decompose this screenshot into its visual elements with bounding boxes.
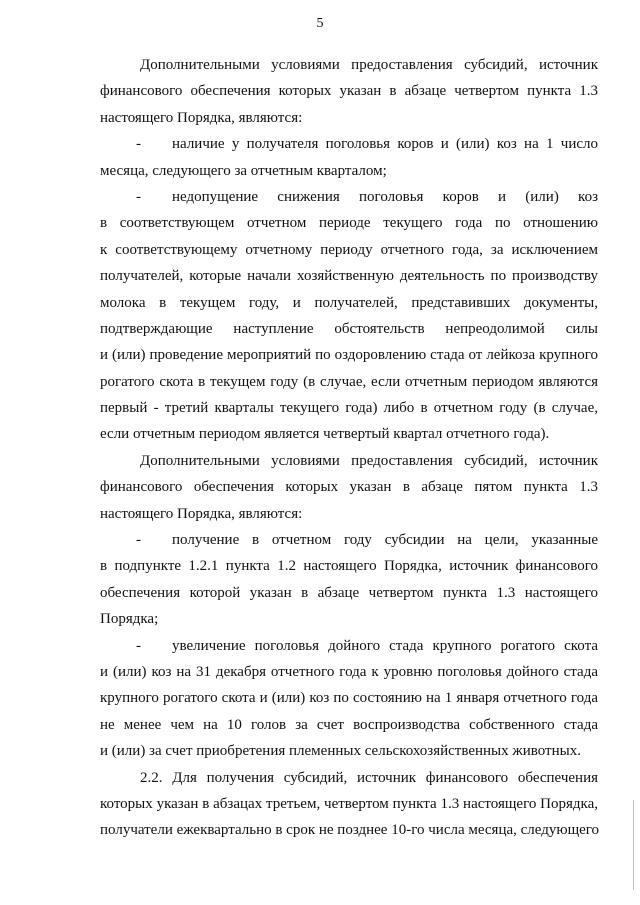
text-line: получение в отчетном году субсидии на цели, указанные [172,532,598,549]
text-line: финансового обеспечения которых указан в абзаце четвертом пункта 1.3 [100,83,598,100]
text-line: Дополнительными условиями предоставления субсидий, источник [140,57,598,73]
text-line: получатели ежеквартально в срок не позднее 10-го числа месяца, следующего [100,822,600,839]
text-line: крупного рогатого скота и (или) коз по состоянию на 1 января отчетного года [100,690,598,707]
list-dash: - [136,637,141,654]
text-line: месяца, следующего за отчетным кварталом; [100,162,387,179]
scan-edge-mark [633,800,634,890]
text-line: подтверждающие наступление обстоятельств непреодолимой силы [100,320,598,337]
text-line-row [100,633,598,659]
text-line: и (или) за счет приобретения племенных сельскохозяйственных животных. [100,743,581,760]
document-body [100,52,598,844]
text-line: которых указан в абзацах третьем, четвертом пункта 1.3 настоящего Порядка, [100,795,598,812]
paragraph [100,765,598,844]
list-item [100,131,598,184]
text-line: рогатого скота в текущем году (в случае, если отчетным периодом являются [100,373,598,390]
list-item [100,184,598,448]
page-number: 5 [316,16,324,31]
text-line: увеличение поголовья дойного стада крупного рогатого скота [172,637,598,654]
text-line: первый - третий кварталы текущего года) либо в отчетном году (в случае, [100,400,598,417]
text-line: наличие у получателя поголовья коров и (или) коз на 1 число [172,136,598,153]
list-dash: - [136,532,141,549]
paragraph [100,52,598,131]
list-dash: - [136,136,141,153]
text-line: и (или) проведение мероприятий по оздоровлению стада от лейкоза крупного [100,347,598,364]
list-item [100,527,598,633]
text-line: 2.2. Для получения субсидий, источник финансового обеспечения [140,769,598,786]
paragraph [100,448,598,527]
text-line: недопущение снижения поголовья коров и (или) коз [172,188,598,205]
text-line: настоящего Порядка, являются: [100,109,303,126]
text-line: не менее чем на 10 голов за счет воспроизводства собственного стада [100,716,598,733]
text-line-row [100,131,598,157]
text-line: Порядка; [100,611,159,628]
text-line: если отчетным периодом является четвертый квартал отчетного года). [100,426,550,443]
text-line: финансового обеспечения которых указан в абзаце пятом пункта 1.3 [100,479,598,496]
text-line: молока в текущем году, и получателей, представивших документы, [100,294,598,311]
text-line: Дополнительными условиями предоставления субсидий, источник [140,452,598,469]
text-line: обеспечения которой указан в абзаце четвертом пункта 1.3 настоящего [100,584,598,601]
text-line: и (или) коз на 31 декабря отчетного года к уровню поголовья дойного стада [100,663,598,680]
text-line: к соответствующему отчетному периоду отчетного года, за исключением [100,241,598,258]
text-line-row [100,527,598,553]
text-line: получателей, которые начали хозяйственную деятельность по производству [100,268,598,285]
list-dash: - [136,188,141,205]
text-line-row [100,184,598,210]
list-item [100,633,598,765]
text-line: настоящего Порядка, являются: [100,505,303,522]
text-line: в подпункте 1.2.1 пункта 1.2 настоящего Порядка, источник финансового [100,558,598,575]
text-line: в соответствующем отчетном периоде текущего года по отношению [100,215,598,232]
